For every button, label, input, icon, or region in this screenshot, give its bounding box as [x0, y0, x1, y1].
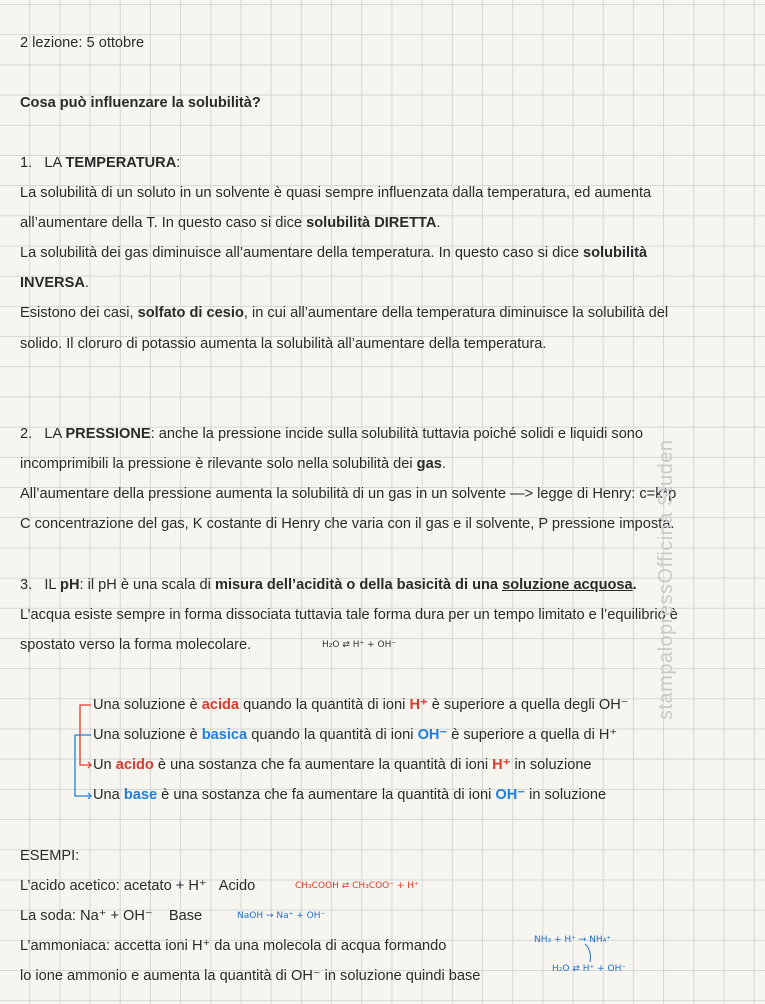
example-acetic-type: Acido [218, 878, 256, 894]
section-2-number: 2. [20, 426, 33, 442]
section-3-number: 3. [20, 577, 33, 593]
acetic-acid-equation: CH₃COOH ⇄ CH₃COO⁻ + H⁺ [295, 881, 419, 891]
term-soluzione-acquosa: soluzione acquosa [502, 577, 633, 593]
text: , in cui all’aumentare della temperatura diminuisce la solubilità del [243, 305, 669, 321]
text: Un [93, 757, 116, 773]
definition-acidic-solution [93, 696, 628, 714]
ion-h-plus: H⁺ [409, 697, 428, 713]
text: Una [93, 787, 124, 803]
lesson-header: 2 lezione: 5 ottobre [20, 35, 145, 51]
text: è una sostanza che fa aumentare la quantità di ioni [157, 787, 496, 803]
term-inversa: INVERSA [20, 275, 85, 291]
ammonia-equation: NH₃ + H⁺ → NH₄⁺ [534, 935, 612, 945]
text: La soda: Na⁺ + OH⁻ [20, 908, 153, 924]
water-dissociation-equation: H₂O ⇄ H⁺ + OH⁻ [552, 964, 627, 974]
text: Esistono dei casi, [20, 305, 138, 321]
text: quando la quantità di ioni [239, 697, 410, 713]
term-solubilita: solubilità [583, 245, 648, 261]
text: : il pH è una scala di [79, 577, 215, 593]
definition-base [93, 786, 606, 804]
text: incomprimibili la pressione è rilevante solo nella solubilità dei [20, 456, 417, 472]
section-2-line-3: All’aumentare della pressione aumenta la solubilità di un gas in un solvente —> legge di Henry: c=k*p [20, 486, 677, 502]
term-misura: misura dell’acidità o della basicità di una [214, 577, 503, 593]
ion-oh-minus: OH⁻ [495, 787, 526, 803]
text: all’aumentare della T. In questo caso si dice [20, 215, 307, 231]
section-2-prefix: LA [44, 426, 66, 442]
text: è superiore a quella degli OH⁻ [427, 697, 629, 713]
text: . [632, 577, 637, 593]
term-gas: gas [416, 456, 442, 472]
section-3-line-2: L’acqua esiste sempre in forma dissociata tuttavia tale forma dura per un tempo limitato e l’equilibrio è [20, 607, 678, 623]
section-3-line-3: spostato verso la forma molecolare. [20, 637, 252, 653]
example-soda [20, 907, 202, 925]
text: . [84, 275, 89, 291]
ion-oh-minus: OH⁻ [417, 727, 448, 743]
definition-acid [93, 756, 592, 774]
section-2-line-4: C concentrazione del gas, K costante di Henry che varia con il gas e il solvente, P pressione imposta. [20, 516, 675, 532]
term-base: base [123, 787, 158, 803]
text: quando la quantità di ioni [247, 727, 418, 743]
section-2-line-1: : anche la pressione incide sulla solubilità tuttavia poiché solidi e liquidi sono [150, 426, 644, 442]
text: è una sostanza che fa aumentare la quantità di ioni [153, 757, 493, 773]
section-1-line-1: La solubilità di un soluto in un solvente è quasi sempre influenzata dalla temperatura, ed aumenta [20, 185, 652, 201]
watermark: stampalopressOfficina Studen [655, 439, 677, 720]
term-basica: basica [201, 727, 248, 743]
section-3-prefix: IL [44, 577, 61, 593]
example-ammonia-line-2: lo ione ammonio e aumenta la quantità di OH⁻ in soluzione quindi base [20, 968, 481, 984]
term-acida: acida [201, 697, 240, 713]
section-1-number: 1. [20, 155, 33, 171]
section-1-prefix: LA [44, 155, 66, 171]
section-2-title: PRESSIONE [65, 426, 151, 442]
section-1-title: TEMPERATURA [65, 155, 177, 171]
section-1-line-6: solido. Il cloruro di potassio aumenta la solubilità all’aumentare della temperatura. [20, 336, 547, 352]
text: Una soluzione è [93, 697, 202, 713]
question-heading: Cosa può influenzare la solubilità? [20, 95, 261, 111]
soda-equation: NaOH → Na⁺ + OH⁻ [237, 911, 326, 921]
text: La solubilità dei gas diminuisce all’aumentare della temperatura. In questo caso si dice [20, 245, 583, 261]
ion-h-plus: H⁺ [492, 757, 511, 773]
text: . [441, 456, 446, 472]
text: in soluzione [510, 757, 592, 773]
definition-basic-solution [93, 726, 617, 744]
examples-heading: ESEMPI: [20, 848, 80, 864]
example-acetic-acid [20, 877, 255, 895]
text: in soluzione [525, 787, 607, 803]
term-solubilita-diretta: solubilità DIRETTA [306, 215, 437, 231]
text: . [436, 215, 441, 231]
water-equilibrium-equation: H₂O ⇄ H⁺ + OH⁻ [322, 640, 397, 650]
term-acido: acido [115, 757, 154, 773]
term-solfato-di-cesio: solfato di cesio [137, 305, 244, 321]
section-3-title: pH [60, 577, 80, 593]
example-soda-type: Base [168, 908, 203, 924]
ammonia-arrow [585, 944, 590, 962]
text: è superiore a quella di H⁺ [447, 727, 618, 743]
example-ammonia-line-1: L’ammoniaca: accetta ioni H⁺ da una molecola di acqua formando [20, 938, 447, 954]
text: Una soluzione è [93, 727, 202, 743]
text: L’acido acetico: acetato + H⁺ [20, 878, 207, 894]
section-1-colon: : [176, 155, 181, 171]
